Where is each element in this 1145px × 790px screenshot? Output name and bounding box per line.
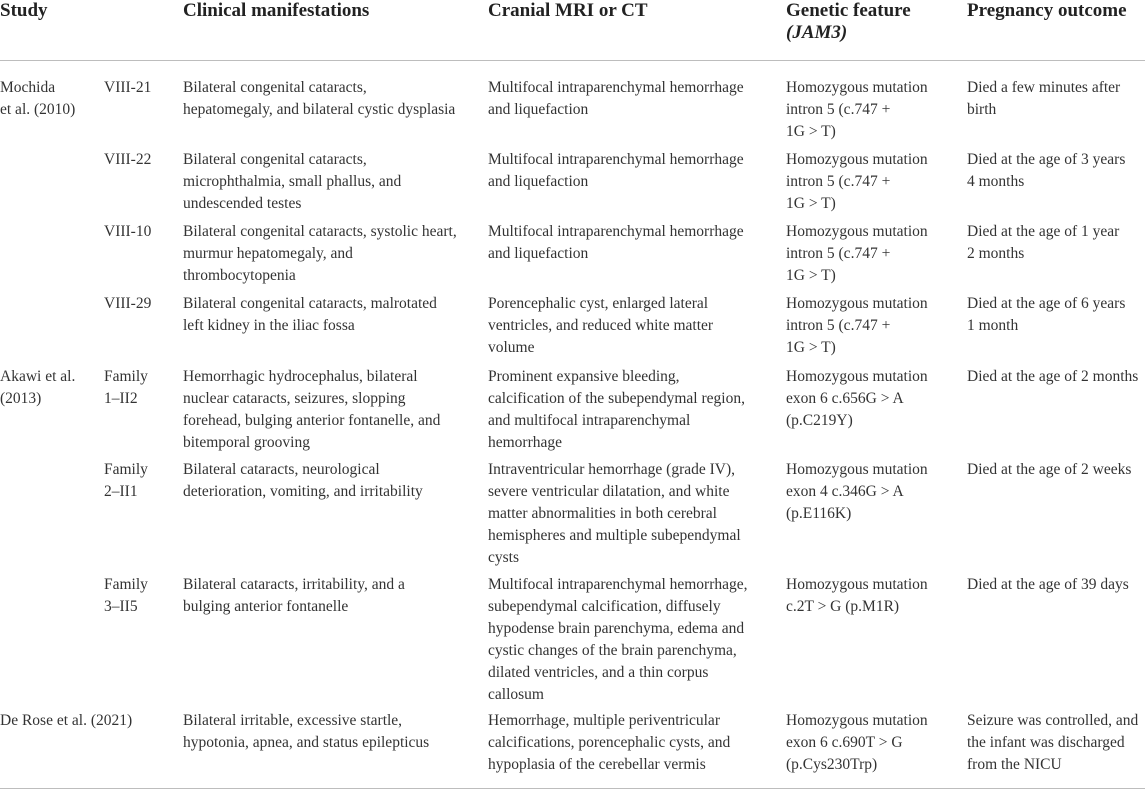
row-clinical: Bilateral congenital cataracts, hepatomegaly, and bilateral cystic dysplasia: [183, 79, 456, 118]
row-imaging: Hemorrhage, multiple periventricular calcifications, porencephalic cysts, and hypoplasia of the cerebellar vermis: [488, 712, 731, 773]
table-bottom-rule: [0, 788, 1145, 789]
row-imaging: Porencephalic cyst, enlarged lateral ventricles, and reduced white matter volume: [488, 295, 714, 356]
study-mochida: Mochida et al. (2010): [0, 79, 76, 118]
row-imaging: Multifocal intraparenchymal hemorrhage and liquefaction: [488, 79, 744, 118]
row-clinical: Bilateral irritable, excessive startle, hypotonia, apnea, and status epilepticus: [183, 712, 430, 751]
row-case-id: Family 2–II1: [104, 461, 148, 500]
row-imaging: Prominent expansive bleeding, calcification of the subependymal region, and multifocal intraparenchymal hemorrhage: [488, 368, 745, 451]
row-clinical: Bilateral congenital cataracts, malrotated left kidney in the iliac fossa: [183, 295, 437, 334]
row-outcome: Died at the age of 39 days: [967, 576, 1129, 593]
row-genetic: Homozygous mutation exon 6 c.690T > G (p.Cys230Trp): [786, 712, 928, 773]
row-genetic: Homozygous mutation intron 5 (c.747 + 1G > T): [786, 151, 928, 212]
row-case-id: Family 3–II5: [104, 576, 148, 615]
header-outcome: Pregnancy outcome: [967, 0, 1127, 21]
row-imaging: Multifocal intraparenchymal hemorrhage and liquefaction: [488, 151, 744, 190]
row-genetic: Homozygous mutation c.2T > G (p.M1R): [786, 576, 928, 615]
row-clinical: Bilateral congenital cataracts, microphthalmia, small phallus, and undescended testes: [183, 151, 402, 212]
row-genetic: Homozygous mutation intron 5 (c.747 + 1G > T): [786, 79, 928, 140]
row-imaging: Multifocal intraparenchymal hemorrhage, subependymal calcification, diffusely hypodense brain parenchyma, edema and cystic changes of the brain parenchyma, dilated ventricles, and a thin corpus callosum: [488, 576, 748, 703]
row-outcome: Died at the age of 3 years 4 months: [967, 151, 1126, 190]
row-outcome: Died at the age of 2 weeks: [967, 461, 1132, 478]
row-imaging: Intraventricular hemorrhage (grade IV), severe ventricular dilatation, and white matter abnormalities in both cerebral hemispheres and multiple subependymal cysts: [488, 461, 741, 566]
row-case-id: VIII-21: [104, 79, 152, 96]
row-outcome: Seizure was controlled, and the infant was discharged from the NICU: [967, 712, 1139, 773]
header-genetic-gene: (JAM3): [786, 22, 848, 43]
row-genetic: Homozygous mutation intron 5 (c.747 + 1G > T): [786, 223, 928, 284]
row-clinical: Hemorrhagic hydrocephalus, bilateral nuclear cataracts, seizures, slopping forehead, bulging anterior fontanelle, and bitemporal grooving: [183, 368, 441, 451]
row-genetic: Homozygous mutation intron 5 (c.747 + 1G > T): [786, 295, 928, 356]
row-case-id: Family 1–II2: [104, 368, 148, 407]
row-case-id: VIII-29: [104, 295, 152, 312]
study-derose: De Rose et al. (2021): [0, 712, 133, 729]
header-study: Study: [0, 0, 48, 21]
study-akawi: Akawi et al. (2013): [0, 368, 76, 407]
row-outcome: Died at the age of 6 years 1 month: [967, 295, 1126, 334]
row-outcome: Died at the age of 2 months: [967, 368, 1139, 385]
header-imaging: Cranial MRI or CT: [488, 0, 648, 21]
header-clinical: Clinical manifestations: [183, 0, 370, 21]
row-genetic: Homozygous mutation exon 6 c.656G > A (p.C219Y): [786, 368, 928, 429]
row-case-id: VIII-10: [104, 223, 152, 240]
row-outcome: Died a few minutes after birth: [967, 79, 1121, 118]
row-clinical: Bilateral cataracts, irritability, and a bulging anterior fontanelle: [183, 576, 405, 615]
row-outcome: Died at the age of 1 year 2 months: [967, 223, 1120, 262]
row-genetic: Homozygous mutation exon 4 c.346G > A (p.E116K): [786, 461, 928, 522]
header-genetic: Genetic feature: [786, 0, 911, 21]
row-clinical: Bilateral cataracts, neurological deterioration, vomiting, and irritability: [183, 461, 423, 500]
row-case-id: VIII-22: [104, 151, 152, 168]
row-clinical: Bilateral congenital cataracts, systolic heart, murmur hepatomegaly, and thrombocytopenia: [183, 223, 457, 284]
table-header: [0, 0, 1145, 61]
row-imaging: Multifocal intraparenchymal hemorrhage and liquefaction: [488, 223, 744, 262]
